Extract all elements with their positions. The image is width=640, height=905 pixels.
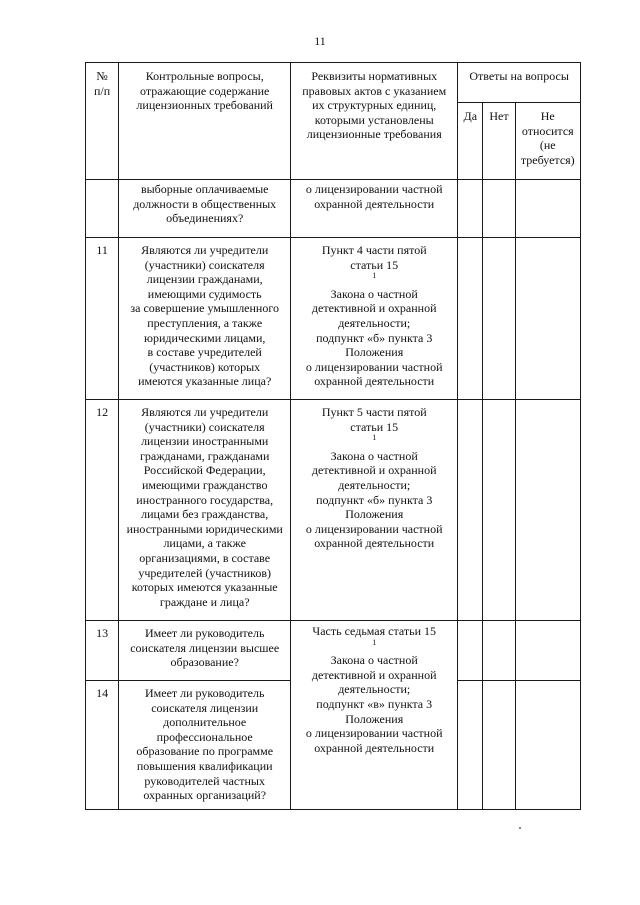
header-not-applicable: Не относится (не требуется) xyxy=(515,103,580,180)
table-row xyxy=(86,180,581,238)
answer-yes-cell[interactable] xyxy=(458,621,483,681)
row-question: Являются ли учредители (участники) соискателя лицензии гражданами, имеющими судимость за совершение умышленного преступления, а также юридическими лицами, в составе учредителей (участников) которых имеются указанные лица? xyxy=(119,238,291,400)
table-header-row xyxy=(86,63,581,103)
row-question: выборные оплачиваемые должности в общественных объединениях? xyxy=(119,180,291,238)
table-row xyxy=(86,400,581,621)
row-requisites: о лицензировании частной охранной деятельности xyxy=(291,180,458,238)
answer-na-cell[interactable] xyxy=(515,621,580,681)
table-row xyxy=(86,238,581,400)
row-number xyxy=(86,180,119,238)
page-number: 11 xyxy=(314,34,326,48)
row-question: Имеет ли руководитель соискателя лицензии высшее образование? xyxy=(119,621,291,681)
header-no: Нет xyxy=(483,103,515,180)
row-number: 14 xyxy=(86,681,119,810)
answer-yes-cell[interactable] xyxy=(458,180,483,238)
row-number: 11 xyxy=(86,238,119,400)
header-question: Контрольные вопросы, отражающие содержание лицензионных требований xyxy=(119,63,291,180)
row-number: 13 xyxy=(86,621,119,681)
answer-yes-cell[interactable] xyxy=(458,238,483,400)
row-requisites: Пункт 5 части пятой статьи 15 $^1$ Закона о частной детективной и охранной деятельности; подпункт «б» пункта 3 Положения о лицензировании частной охранной деятельности xyxy=(291,400,458,621)
header-number: № п/п xyxy=(86,63,119,180)
row-number: 12 xyxy=(86,400,119,621)
header-yes: Да xyxy=(458,103,483,180)
row-question: Являются ли учредители (участники) соискателя лицензии иностранными гражданами, гражданами Российской Федерации, имеющими гражданство иностранного государства, лицами без гражданства, иностранными юридическими лицами, а также организациями, в составе учредителей (участников) которых имеются указанные граждане и лица? xyxy=(119,400,291,621)
license-requirements-table xyxy=(85,62,581,810)
table-row xyxy=(86,621,581,681)
answer-yes-cell[interactable] xyxy=(458,400,483,621)
answer-yes-cell[interactable] xyxy=(458,681,483,810)
answer-no-cell[interactable] xyxy=(483,621,515,681)
header-answers: Ответы на вопросы xyxy=(458,63,581,103)
row-requisites: Пункт 4 части пятой статьи 15 $^1$ Закона о частной детективной и охранной деятельности; подпункт «б» пункта 3 Положения о лицензировании частной охранной деятельности xyxy=(291,238,458,400)
scan-speck xyxy=(519,827,521,829)
row-requisites-merged: Часть седьмая статьи 15 $^1$ Закона о частной детективной и охранной деятельности; подпункт «в» пункта 3 Положения о лицензировании частной охранной деятельности xyxy=(291,621,458,810)
header-requisites: Реквизиты нормативных правовых актов с указанием их структурных единиц, которыми установлены лицензионные требования xyxy=(291,63,458,180)
answer-no-cell[interactable] xyxy=(483,400,515,621)
answer-na-cell[interactable] xyxy=(515,400,580,621)
answer-na-cell[interactable] xyxy=(515,180,580,238)
answer-no-cell[interactable] xyxy=(483,180,515,238)
answer-na-cell[interactable] xyxy=(515,238,580,400)
answer-no-cell[interactable] xyxy=(483,238,515,400)
answer-no-cell[interactable] xyxy=(483,681,515,810)
row-question: Имеет ли руководитель соискателя лицензии дополнительное профессиональное образование по программе повышения квалификации руководителей частных охранных организаций? xyxy=(119,681,291,810)
answer-na-cell[interactable] xyxy=(515,681,580,810)
